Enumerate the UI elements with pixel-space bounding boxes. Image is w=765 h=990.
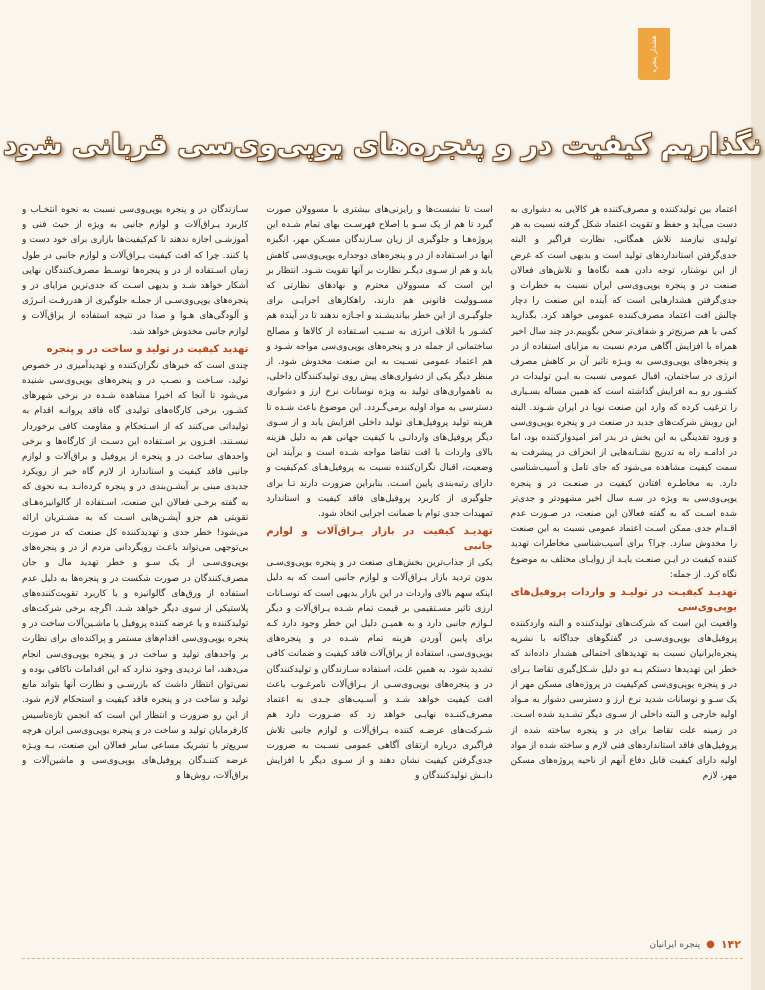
subheading-production-quality: تهدید کیفیت در تولید و ساخت در و پنجره: [46, 343, 249, 355]
column-right-paragraph-1: اعتماد بین تولیدکننده و مصرف‌کننده هر کالایی به دشواری به دست می‌آید و حفظ و تقویت اعتماد شکل گرفته نسبت به هر تولیدی نیازمند تلاش همگانی، نظارت فراگیر و البته جدی‌گرفتن استانداردهای تولید است و بدیهی است که غرض از این نوشتار، توجه دادن همه نگاه‌ها و تلاش‌های فعالان صنعت در و پنجره یوپی‌وی‌سی ایران نسبت به خطرات و جدی‌گرفتن هشدارهایی است که آینده این صنعت را دچار چالش افت اعتماد مصرف‌کننده عمومی خواهد کرد. بگذارید کمی با هم صریح‌تر و شفاف‌تر سخن بگوییم.در چند سال اخیر همراه با افزایش آگاهی مردم نسبت به مزایای استفاده از در و پنجره‌های یوپی‌وی‌سی به ویـژه تاثیر آن بر کاهش مصرف انرژی در ساختمان، اقبال عمومی نسبت به ایـن تولیدات در کشـور رو بـه افزایش گذاشته است که همین مساله بسـیاری را ترغیب کرده که وارد این صنعت نوپا در ایران شـوند. البته این رویش شرکت‌های جدید در صنعت در و پنجره یوپی‌وی‌سی و ورود تقدینگی به این بخش در بدر امر امیدوارکننده بود، اما در ادامـه راه به تدریج نشـانه‌هایی از انحراف در پیشرفت به سمت کیفیت مشاهده می‌شود که جای تامل و آسیب‌شناسی دارد. به مخاطـره افتادن کیفیت در صنعـت در و پنجره یوپی‌وی‌سی به ویژه در سـه سال اخیر مشهودتر و جدی‌تر شده اسـت که به گفته فعالان این صنعت، در صـورت عدم اقـدام جدی ممکن اسـت اعتماد عمومی نسبت به این صنعت را مخدوش سازد. چرا؟ برای آسیب‌شناسی مخاطرات تهدید کننده کیفیت در ایـن صنعـت بایـد از زوایـای مختلف به موضوع نگاه کرد. از جمله:: [510, 205, 737, 580]
section-tab: [638, 28, 670, 80]
subheading-profile-quality: تهدیـد کیفیـت در تولیـد و واردات پروفیل‌های یوپی‌وی‌سی: [510, 587, 737, 614]
column-right-paragraph-2: واقعیت این است که شرکت‌های تولیدکننده و البته واردکننده پروفیل‌های یوپی‌وی‌سـی در گفتگوهای جداگانه با نشریه پنجره‌ایرانیان نسبت به تهدیدهای احتمالی هشدار داده‌اند که خطر این تهدیدها دستکم بـه دو دلیل شـکل‌گیری تقاضا بـرای در و پنجره یوپی‌وی‌سی کم‌کیفیت در پروژه‌های مسکن مهر از یک سـو و نوسانات شدید نرخ ارز و دسترسی دشوار به مـواد اولیه خارجی و البته داخلی از سـوی دیگر تشـدید شده اسـت. در زمینه علت تقاضا برای در و پنجره ساخته شده از پروفیل‌های فاقد استانداردهای فنی لازم و ساخته شده از مواد اولیه دارای کیفیت قابل دفاع آنهم از ناحیه پروژه‌های مسکن مهر، لازم: [510, 619, 737, 782]
article-columns: [22, 203, 737, 931]
footer-divider: [22, 958, 743, 959]
column-middle-paragraph-2: یکی از جذاب‌ترین بخش‌هـای صنعت در و پنجره یوپی‌وی‌سـی بدون تردید بازار یـراق‌آلات و لوازم جانبی است که به دلیل اینکه سهم بالای واردات در این بازار بدیهی است که نوسـانات ارزی تاثیر مسـتقیمی بر قیمت تمام شـده یـراق‌آلات و دیگر لـوازم جانبی دارد و به همیـن دلیل این خطر وجود دارد کـه برای پایین آوردن هزینه تمام شـده در و پنجره‌های یوپی‌وی‌سی، استفاده از یراق‌آلات فاقد کیفیت و ضمانت کافی تشدید شود. به همین علت، استفاده سـازندگان و تولیدکنندگان در و پنجره‌های یوپی‌وی‌سـی از یـراق‌آلات نامرغـوب باعث افت کیفیت خواهد شـد و آسـیب‌های جـدی به اعتماد مصرف‌کننـده نهایـی خواهد زد که ضـرورت دارد هم شـرکت‌های عرضـه کننده یـراق‌آلات و لوازم جانبی تلاش فراگیری درباره ارتقای آگاهی عمومی نسـبت به ضرورت جدی‌گرفتن کیفیت نشان دهند و از سـوی دیگر با افزایش دانـش تولیدکنندگان و: [266, 558, 493, 782]
article-headline: نگذاریم کیفیت در و پنجره‌های یوپی‌وی‌سی قربانی شود: [3, 128, 762, 161]
magazine-name: پنجره ایرانیان: [649, 939, 701, 950]
column-right: [511, 203, 737, 931]
page-number: ۱۴۲: [720, 938, 741, 951]
page-footer: [649, 938, 741, 951]
subheading-hardware-quality: تهدیـد کیفیت در بازار یـراق‌آلات و لوازم جانبی: [266, 526, 493, 553]
column-left-paragraph-2: چندی است که خبرهای نگران‌کننده و تهدیدآمیزی در خصوص تولید، سـاخت و نصـب در و پنجره‌های یوپی‌وی‌سی شنیده می‌شود تا آنجا که اخیرا مشاهده شـده در برخی شهرهای کشـور، برخی کارگاه‌های تولیدی گاه فاقد پروانـه اقدام به تولیداتی می‌کنند که از اسـتحکام و مقاومت کافی برخوردار نیسـتند. افـزون بر اسـتفاده این دسـت از کارگاه‌ها و برخی واحدهای ساخت در و پنجره از پروفیل و یراق‌آلات و لوازم جانبی فاقد کیفیت و استاندارد از لازم گاه خبر از رویکرد جدیدی مبنی بر آیشـن‌بندی در و پنجره کرده‌انـد بـه نحوی که به گفته برخـی فعالان این صنعت، اسـتفاده از گالوانیزه‌هـای تقویتی هم جزو آپشـن‌هایی اسـت که به مشـتریان ارائه می‌شود! خطر جدی و تهدیدکننده کل صنعت که در صورت بی‌توجهی می‌تواند باعـث رویگردانی مردم از در و پنجره‌های یوپی‌وی‌سـی از یک سـو و خطر تهدید مال و جان مصرف‌کنندگان در صورت شکست در و پنجره‌ها به دلیل عدم استفاده از ورق‌های گالوانیزه و یا کاربرد تقویت‌کننده‌های پلاستیکی از سوی دیگر خواهد شـد. اگرچه برخی شرکت‌های تولیدکننده و یا عرضه کننده پروفیل یا ماشـین‌آلات ساخت در و پنجره یوپی‌وی‌سی اقدام‌های مستمر و پراکنده‌ای برای نظارت بر واحدهای تولید و ساخت در و پنجره یوپی‌وی‌سی انجام می‌دهند، اما تردیدی وجود ندارد که این اقدامات ناکافی بوده و نمی‌توان انتظار داشت که بازرسـی و نظارت آنها بتواند مانع تولید و ساخت در و پنجره فاقد کیفیت و استحکام لازم شود. از این رو ضرورت و انتظار این است که انجمن تازه‌تاسیس کارفرمایان تولید و ساخت در و پنجره یوپی‌وی‌سی ایران هرچه سریع‌تر با تشریک مساعی سایر فعالان این صنعت، بـه ویـژه عرضه کننـدگان پروفیل‌های یوپی‌وی‌سی و ماشین‌آلات و یراق‌آلات، روش‌ها و: [22, 360, 249, 782]
column-left-paragraph-1: سـازندگان در و پنجره یوپی‌وی‌سی نسبت به نحوه انتخـاب و کاربرد یـراق‌آلات و لوازم جانبی به ویژه از حیث فنی و آموزشـی اجازه ندهند تا کم‌کیفیت‌ها بازاری برای خود دست و پا کنند. چرا که افت کیفیت یـراق‌آلات و لوازم جانبی در طول زمان اسـتفاده از در و پنجره‌ها توسـط مصرف‌کنندگان نهایی آشکار خواهد شـد و بدیهی اسـت که جدی‌ترین مزایای در و پنجره‌های یوپی‌وی‌سـی از جملـه جلوگیری از هدررفـت انـرژی و آلودگی‌های هـوا و صدا در نتیجه استفاده از یراق‌آلات و لوازم جانبی مخدوش خواهد شد.: [22, 205, 249, 337]
section-tab-label: هشدار پنجره: [650, 35, 658, 73]
column-middle-paragraph-1: است تا نشست‌ها و رایزنی‌های بیشتری با مسوولان صورت گیرد تا هم از یک سـو با اصلاح فهرسـت بهای تمام شـده این پروژه‌هـا و جلوگیری از زیان سـازندگان مسـکن مهر، انگیزه آنها در اسـتفاده از در و پنجره‌های دوجداره یوپی‌وی‌سی کاهش یابد و هم از سـوی دیگـر نظارت بر آنها تقویت شـود. انتظار بر این است که مسوولان محترم و نهادهای نظارتی که مسـوولیت قانونی هم دارند، راهکارهای اجرایـی برای جلوگیـری از این خطر بیاندیشـند و اجـازه ندهند تا در آینده هم کشـور با اتلاف انرژی به سـبب اسـتفاده از کالاها و مصالح ساختمانی از جمله در و پنجره‌های یوپی‌وی‌سی مواجه شـود و هم اعتماد عمومی نسـبت به این صنعت مخدوش شود. از منظر دیگر یکی از دشواری‌های پیش روی تولیدکنندگان داخلی، به ناهمواری‌های تولید به ویژه نوسانات نرخ ارز و دشواری دسترسی به مواد اولیه برمی‌گـردد. این موضوع باعث شـده تا هزینه تولید پروفیل‌هـای تولید داخلی افزایش یابد و از سـوی دیگر پروفیل‌های وارداتـی با کیفیت جهانی هم به دلیل هزینه بالای واردات با افت تقاضا مواجه شـده است و برآیند این وضعیت، اقبال نگران‌کننده نسبت به پروفیل‌هـای کم‌کیفیت و دارای رتبه‌بندی پایین اسـت. بنابراین ضرورت دارند تـا برای جلوگیری از کاربرد پروفیل‌های فاقد کیفیت و استاندارد تمهیدات جدی توام با ضمانت اجرایی اتخاذ شود.: [266, 205, 493, 520]
column-left: [22, 203, 248, 931]
footer-separator-icon: ●: [706, 939, 715, 950]
column-middle: [266, 203, 492, 931]
